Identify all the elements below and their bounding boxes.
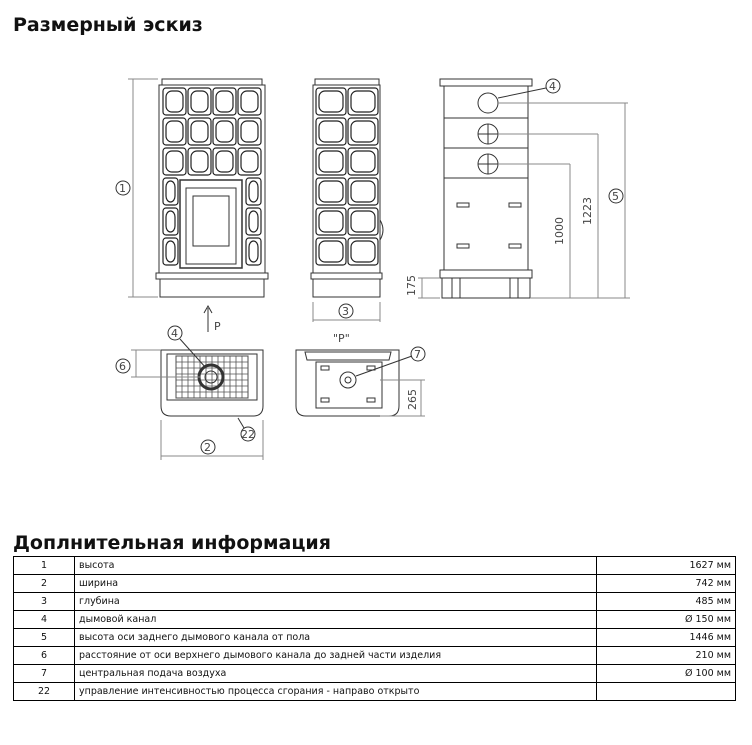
row-value: 210 мм <box>597 647 736 665</box>
tile-inner <box>166 181 175 202</box>
table-row <box>14 683 736 701</box>
tile <box>348 88 378 115</box>
tile <box>316 208 346 235</box>
row-description: расстояние от оси верхнего дымового канала до задней части изделия <box>75 647 597 665</box>
dim-22-label: 22 <box>241 428 255 441</box>
tile <box>316 148 346 175</box>
tile-inner <box>319 91 343 112</box>
tile-inner <box>351 181 375 202</box>
row-description: высота оси заднего дымового канала от пола <box>75 629 597 647</box>
tile <box>348 118 378 145</box>
tile-inner <box>241 151 258 172</box>
table-row <box>14 665 736 683</box>
row-number: 7 <box>14 665 75 683</box>
tile <box>316 88 346 115</box>
dim-1-label: 1 <box>119 182 126 195</box>
dim-4b-label: 4 <box>171 327 178 340</box>
tile-inner <box>351 91 375 112</box>
tile-inner <box>241 121 258 142</box>
dim-265-label: 265 <box>406 389 419 410</box>
row-description: глубина <box>75 593 597 611</box>
tile <box>246 208 261 235</box>
row-number: 1 <box>14 557 75 575</box>
tile-inner <box>351 211 375 232</box>
tile <box>348 238 378 265</box>
row-description: ширина <box>75 575 597 593</box>
side-view <box>311 79 383 322</box>
tile <box>246 238 261 265</box>
row-description: управление интенсивностью процесса сгорания - направо открыто <box>75 683 597 701</box>
table-row <box>14 629 736 647</box>
tile-inner <box>216 121 233 142</box>
tile-inner <box>191 91 208 112</box>
tile <box>348 148 378 175</box>
tile-inner <box>216 151 233 172</box>
row-description: дымовой канал <box>75 611 597 629</box>
section-title: Доплнительная информация <box>13 532 331 554</box>
tile <box>246 178 261 205</box>
row-number: 5 <box>14 629 75 647</box>
row-value: 1446 мм <box>597 629 736 647</box>
tile-inner <box>319 151 343 172</box>
table-row <box>14 557 736 575</box>
dim-175-label: 175 <box>405 275 418 296</box>
row-value: 485 мм <box>597 593 736 611</box>
row-description: высота <box>75 557 597 575</box>
tile-inner <box>319 181 343 202</box>
view-arrow-label: P <box>214 320 221 333</box>
tile-inner <box>249 241 258 262</box>
tile <box>163 238 178 265</box>
row-value: 742 мм <box>597 575 736 593</box>
tile-inner <box>319 241 343 262</box>
row-value <box>597 683 736 701</box>
tile-inner <box>191 151 208 172</box>
tile-inner <box>166 91 183 112</box>
view-title-label: "P" <box>333 332 350 345</box>
tile <box>316 238 346 265</box>
tile-inner <box>249 181 258 202</box>
dim-3-label: 3 <box>342 305 349 318</box>
table-row <box>14 593 736 611</box>
row-number: 4 <box>14 611 75 629</box>
dim-1223-label: 1223 <box>581 197 594 225</box>
tile-inner <box>166 121 183 142</box>
dim-7-label: 7 <box>414 348 421 361</box>
tile <box>316 118 346 145</box>
tile-inner <box>191 121 208 142</box>
dim-6-label: 6 <box>119 360 126 373</box>
back-view <box>418 79 630 298</box>
table-row <box>14 575 736 593</box>
front-view <box>116 79 268 332</box>
tile-inner <box>319 211 343 232</box>
dim-5-label: 5 <box>612 190 619 203</box>
table-row <box>14 611 736 629</box>
tile <box>348 208 378 235</box>
tile-inner <box>351 151 375 172</box>
tile <box>316 178 346 205</box>
tile-inner <box>166 151 183 172</box>
tile <box>348 178 378 205</box>
dim-1000-label: 1000 <box>553 217 566 245</box>
tile-inner <box>351 121 375 142</box>
row-value: 1627 мм <box>597 557 736 575</box>
row-value: Ø 150 мм <box>597 611 736 629</box>
tile-inner <box>216 91 233 112</box>
tile-inner <box>241 91 258 112</box>
tile <box>163 178 178 205</box>
dim-4-label: 4 <box>549 80 556 93</box>
row-number: 3 <box>14 593 75 611</box>
row-value: Ø 100 мм <box>597 665 736 683</box>
row-number: 22 <box>14 683 75 701</box>
page-title: Размерный эскиз <box>13 14 203 36</box>
tile <box>163 208 178 235</box>
tile-inner <box>249 211 258 232</box>
spec-table <box>13 556 736 701</box>
row-description: центральная подача воздуха <box>75 665 597 683</box>
dimension-drawing <box>0 40 752 510</box>
tile-inner <box>166 241 175 262</box>
dim-2-label: 2 <box>204 441 211 454</box>
tile-inner <box>319 121 343 142</box>
tile-inner <box>166 211 175 232</box>
tile-inner <box>351 241 375 262</box>
row-number: 6 <box>14 647 75 665</box>
row-number: 2 <box>14 575 75 593</box>
table-row <box>14 647 736 665</box>
